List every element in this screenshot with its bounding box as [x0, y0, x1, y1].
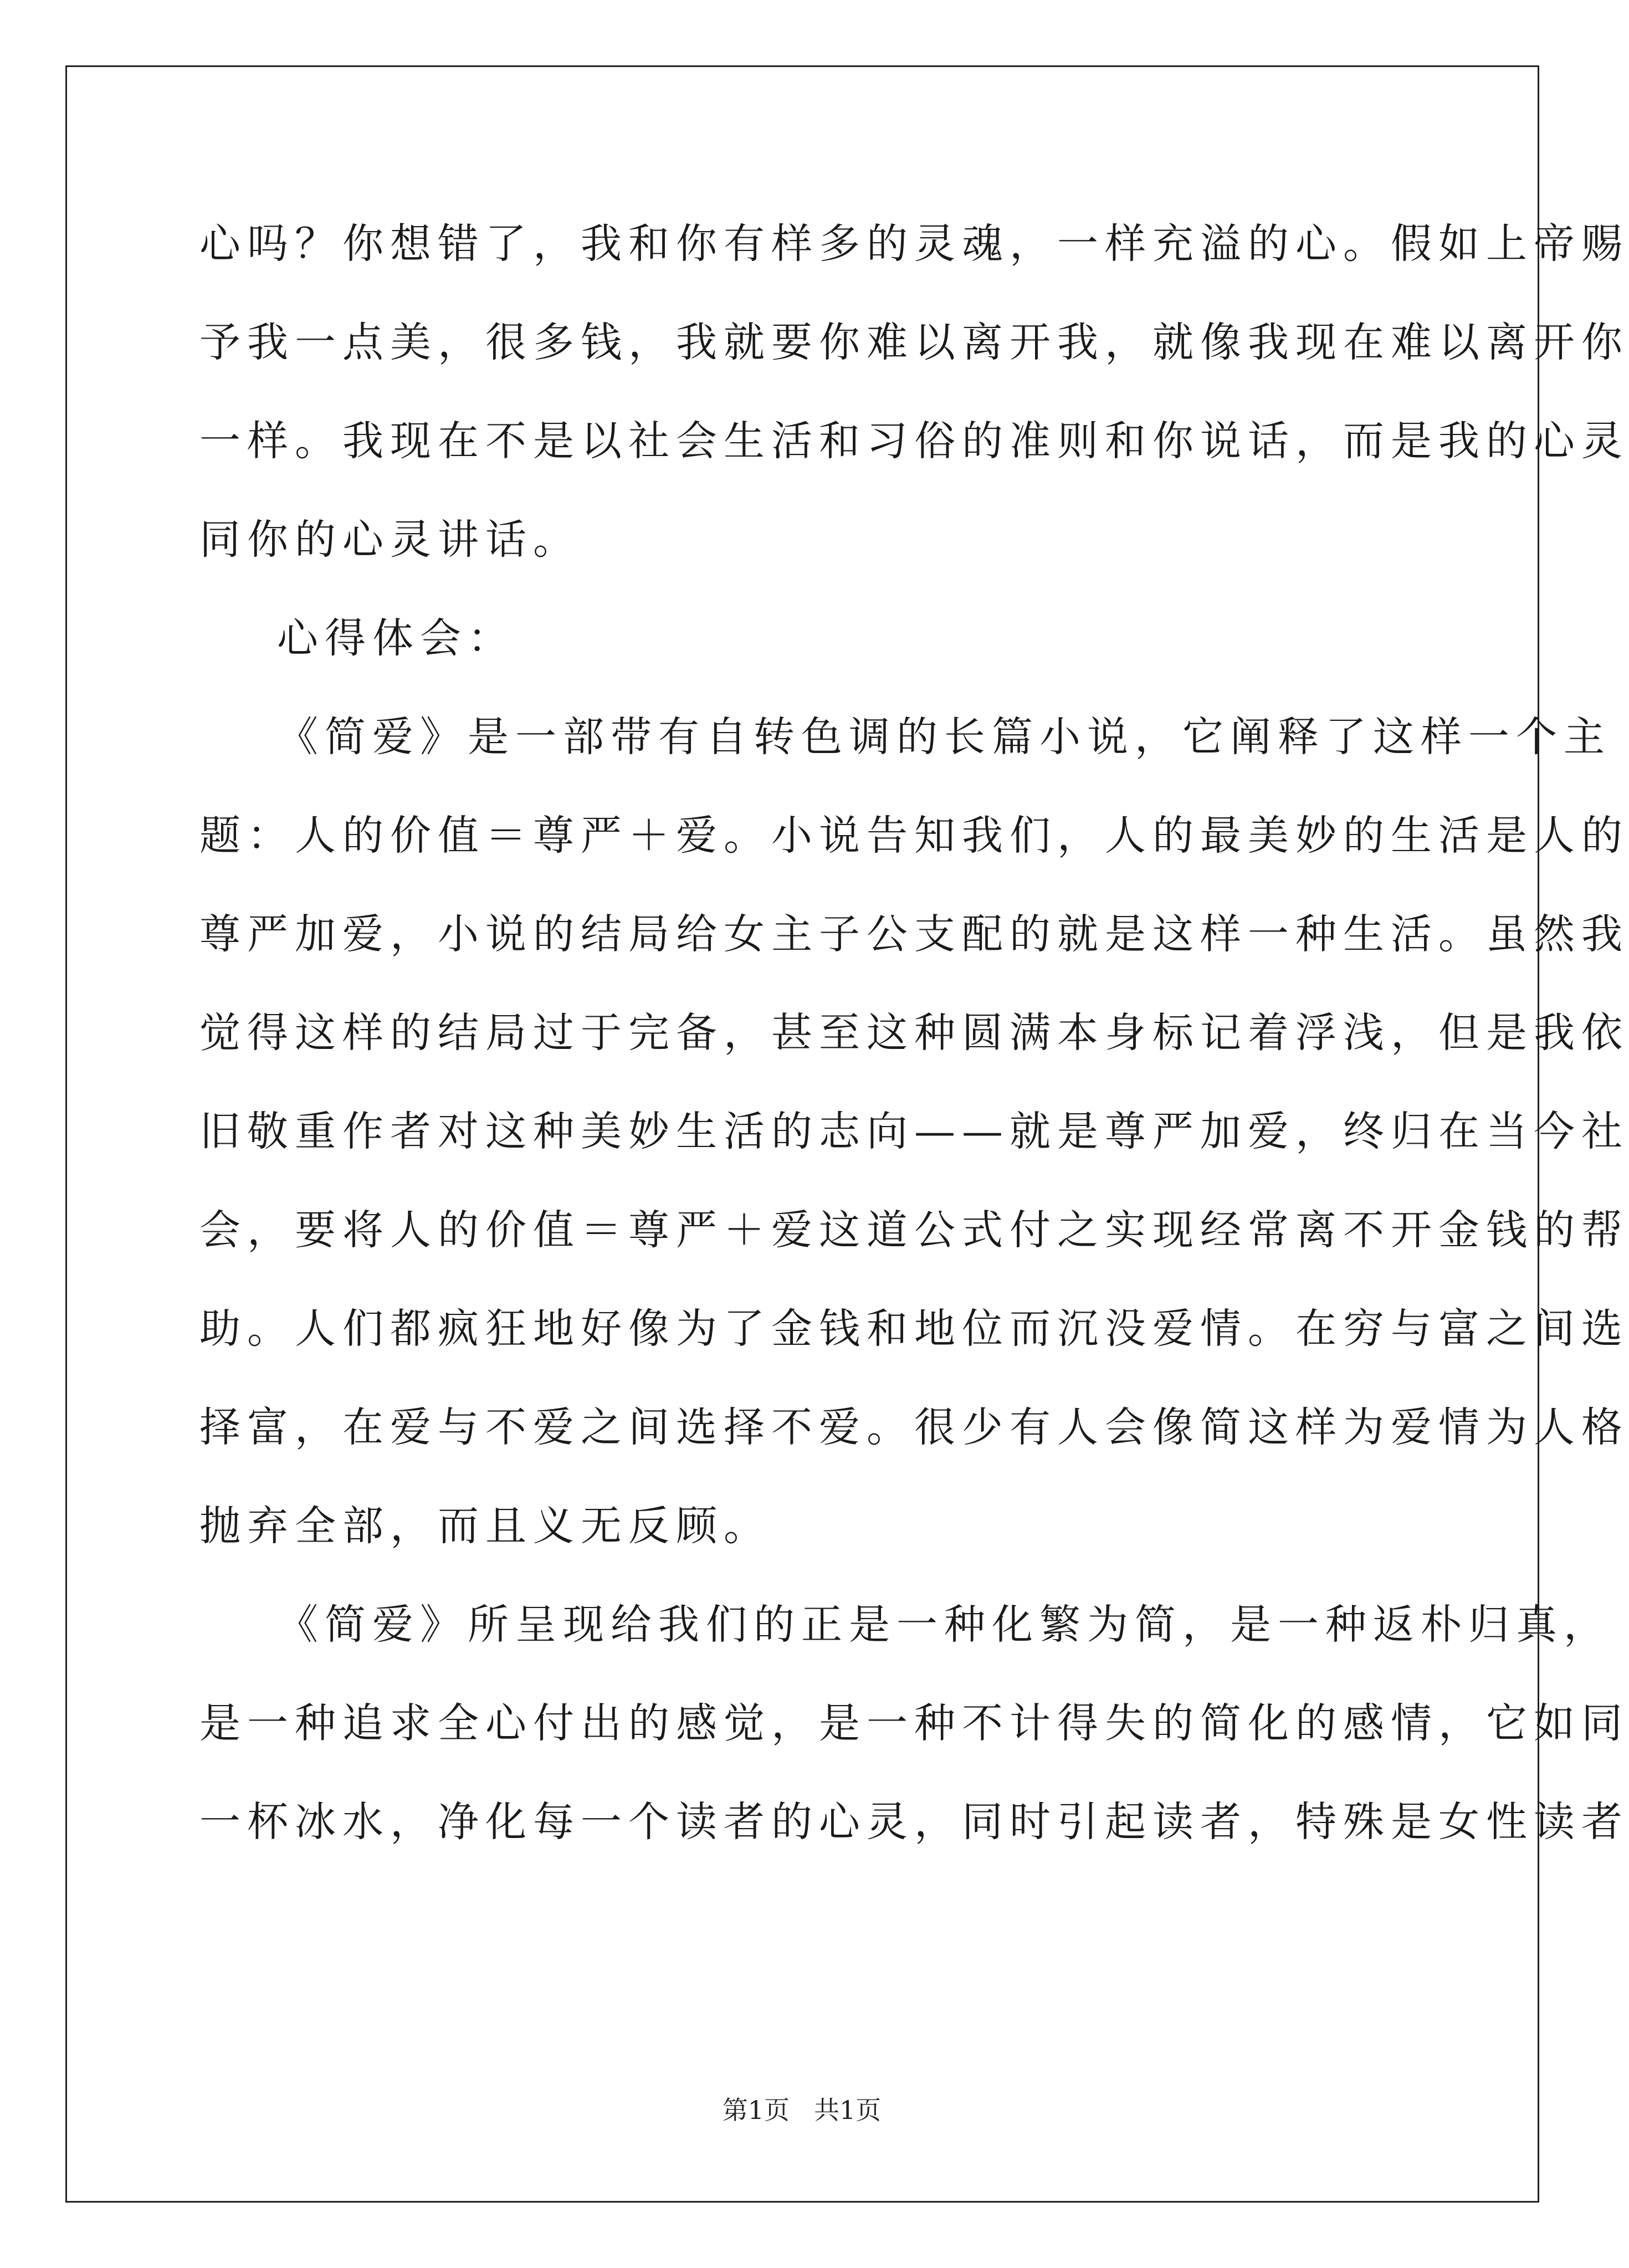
paragraph-line-17: 一杯冰水，净化每一个读者的心灵，同时引起读者，特殊是女性读者	[199, 1798, 1629, 1846]
page-number: 第1页	[722, 2095, 790, 2125]
paragraph-line-15: 《简爱》所呈现给我们的正是一种化繁为简，是一种返朴归真，	[277, 1601, 1611, 1648]
paragraph-line-2: 予我一点美，很多钱，我就要你难以离开我，就像我现在难以离开你	[199, 319, 1629, 366]
paragraph-line-1: 心吗？你想错了，我和你有样多的灵魂，一样充溢的心。假如上帝赐	[199, 220, 1629, 268]
paragraph-line-10: 旧敬重作者对这种美妙生活的志向——就是尊严加爱，终归在当今社	[199, 1108, 1629, 1155]
paragraph-line-11: 会，要将人的价值＝尊严＋爱这道公式付之实现经常离不开金钱的帮	[199, 1206, 1629, 1254]
paragraph-line-6: 《简爱》是一部带有自转色调的长篇小说，它阐释了这样一个主	[277, 713, 1611, 761]
paragraph-line-14: 抛弃全部，而且义无反顾。	[199, 1502, 771, 1550]
paragraph-line-7: 题：人的价值＝尊严＋爱。小说告知我们，人的最美妙的生活是人的	[199, 812, 1629, 859]
page-footer	[0, 2093, 1604, 2127]
paragraph-line-16: 是一种追求全心付出的感觉，是一种不计得失的简化的感情，它如同	[199, 1699, 1629, 1747]
paragraph-line-13: 择富，在爱与不爱之间选择不爱。很少有人会像简这样为爱情为人格	[199, 1404, 1629, 1451]
paragraph-line-12: 助。人们都疯狂地好像为了金钱和地位而沉没爱情。在穷与富之间选	[199, 1305, 1629, 1353]
paragraph-line-4: 同你的心灵讲话。	[199, 516, 581, 564]
paragraph-line-9: 觉得这样的结局过于完备，甚至这种圆满本身标记着浮浅，但是我依	[199, 1009, 1629, 1057]
section-heading: 心得体会：	[277, 615, 515, 662]
paragraph-line-8: 尊严加爱，小说的结局给女主子公支配的就是这样一种生活。虽然我	[199, 910, 1629, 958]
paragraph-line-3: 一样。我现在不是以社会生活和习俗的准则和你说话，而是我的心灵	[199, 417, 1629, 465]
page-total: 共1页	[814, 2095, 882, 2125]
